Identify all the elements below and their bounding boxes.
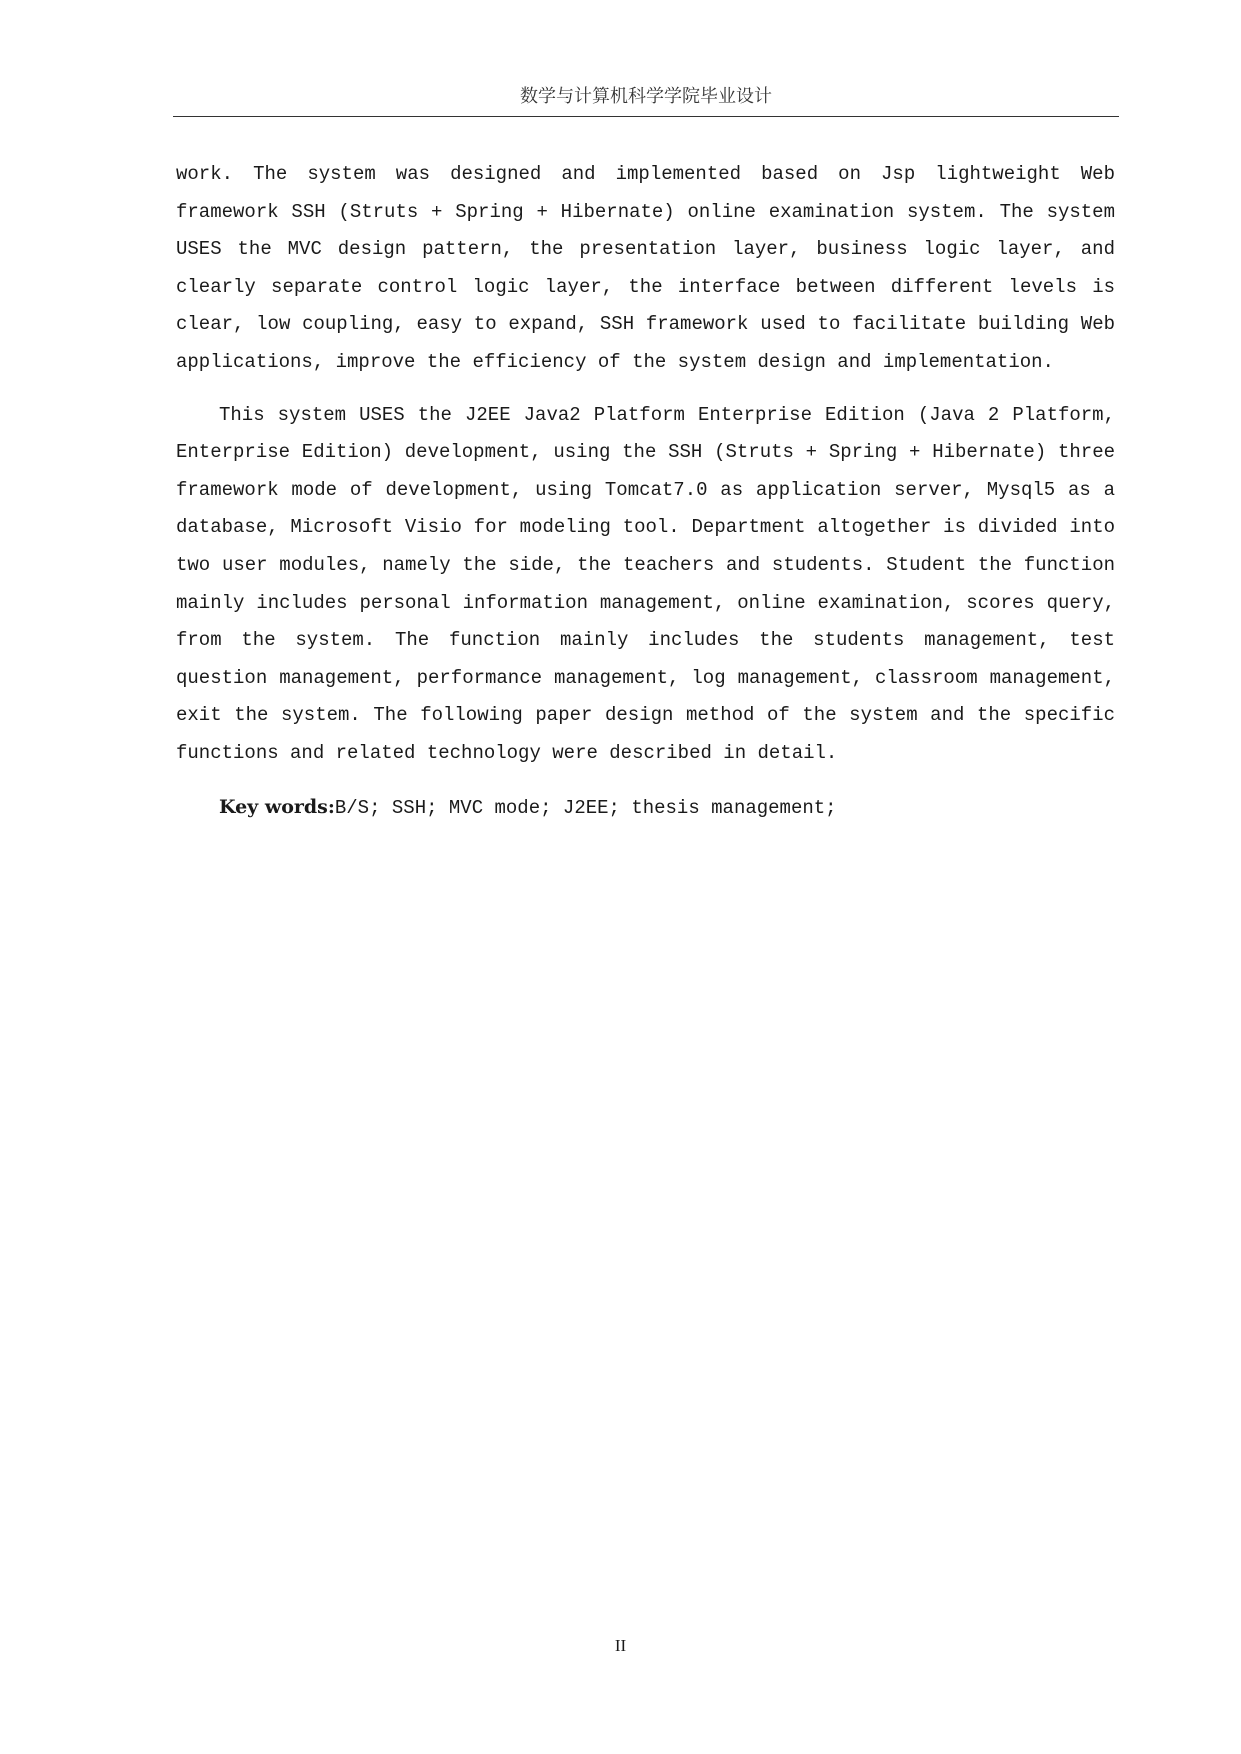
page-number: II xyxy=(614,1636,627,1655)
keywords-value: B/S; SSH; MVC mode; J2EE; thesis management; xyxy=(334,796,837,819)
keywords-label: Key words: xyxy=(219,795,335,818)
page-header xyxy=(173,86,1119,117)
document-body xyxy=(176,156,1115,827)
keywords-line xyxy=(176,789,1115,828)
abstract-paragraph-continued: work. The system was designed and implemented based on Jsp lightweight Web framework SSH (Struts + Spring + Hibernate) online examination system. The system USES the MVC design pattern, the presentation layer, business logic layer, and clearly separate control logic layer, the interface between different levels is clear, low coupling, easy to expand, SSH framework used to facilitate building Web applications, improve the efficiency of the system design and implementation. xyxy=(176,163,1115,373)
header-title: 数学与计算机科学学院毕业设计 xyxy=(520,86,772,107)
abstract-paragraph: This system USES the J2EE Java2 Platform Enterprise Edition (Java 2 Platform, Enterprise Edition) development, using the SSH (Struts + Spring + Hibernate) three framework mode of development, using Tomcat7.0 as application server, Mysql5 as a database, Microsoft Visio for modeling tool. Department altogether is divided into two user modules, namely the side, the teachers and students. Student the function mainly includes personal information management, online examination, scores query, from the system. The function mainly includes the students management, test question management, performance management, log management, classroom management, exit the system. The following paper design method of the system and the specific functions and related technology were described in detail. xyxy=(176,403,1115,764)
